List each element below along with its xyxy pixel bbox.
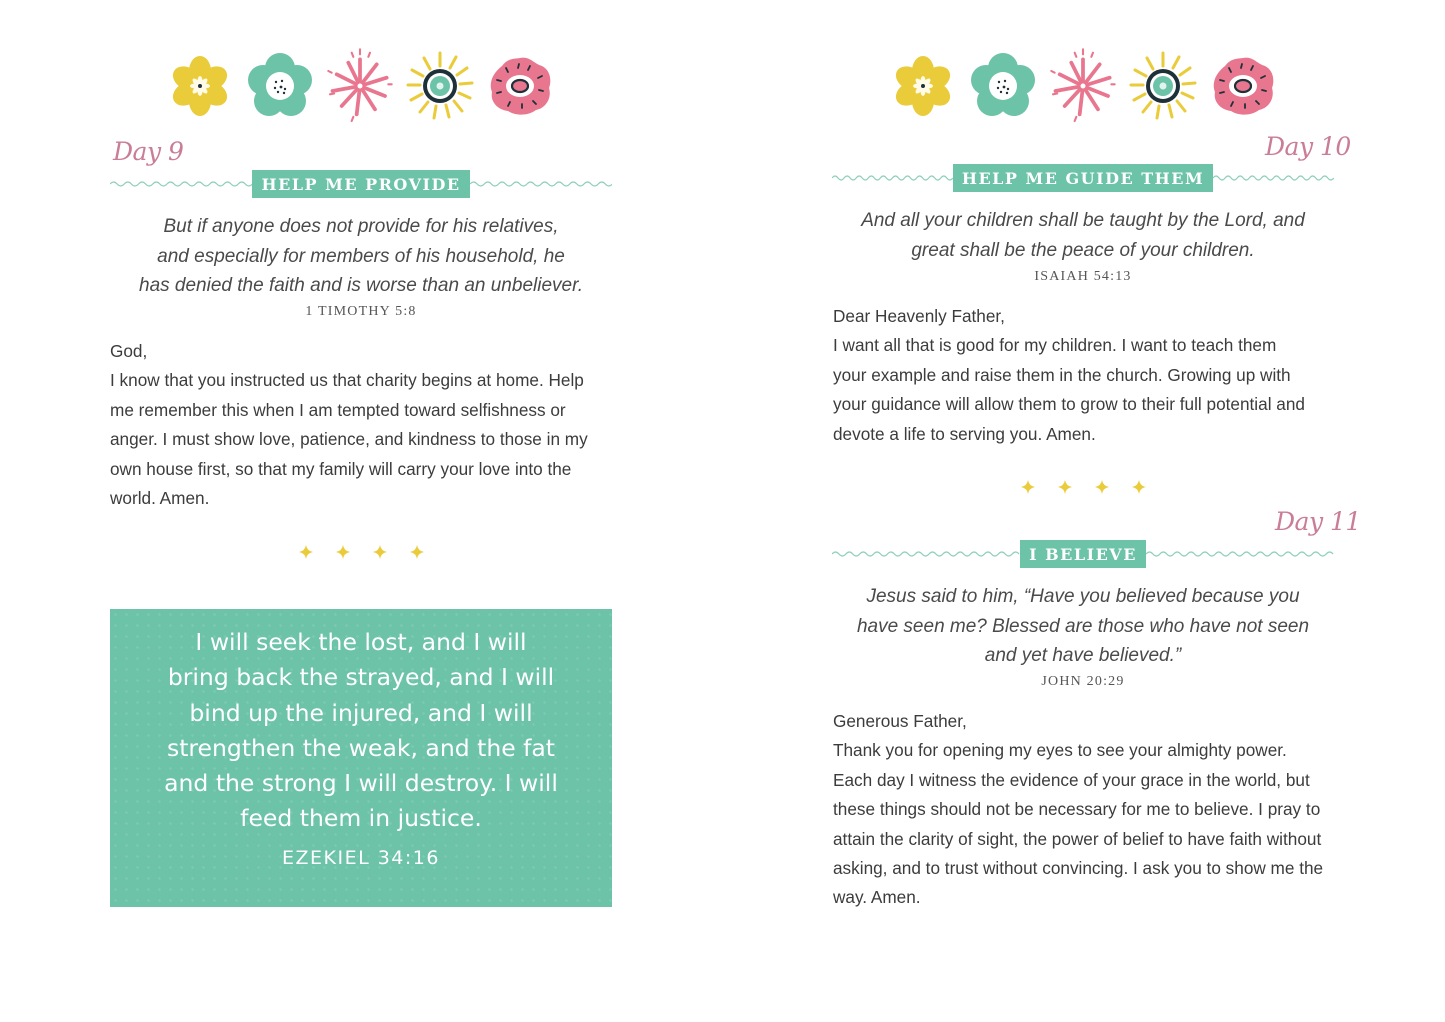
sparkle-icon: [373, 545, 387, 559]
quote-line: bind up the injured, and I will: [189, 698, 533, 727]
pink-starburst-icon: [1048, 38, 1118, 133]
sparkle-icon: [410, 545, 424, 559]
prayer-line: devote a life to serving you. Amen.: [833, 423, 1096, 444]
left-page: [0, 0, 722, 1022]
day-label: Day 11: [1275, 507, 1361, 536]
quote-reference: EZEKIEL 34:16: [282, 847, 440, 869]
verse-line: and yet have believed.”: [984, 645, 1182, 666]
day-label: Day 10: [1265, 132, 1351, 161]
section-header: [832, 162, 1334, 194]
scripture-reference: ISAIAH 54:13: [1034, 269, 1132, 284]
yellow-flower-icon: [165, 38, 235, 133]
scripture-quote-card: [110, 609, 612, 907]
prayer-line: anger. I must show love, patience, and kindness to those in my: [110, 429, 588, 450]
prayer-text: [833, 707, 1343, 913]
wavy-divider: [1146, 549, 1334, 559]
wavy-divider: [832, 549, 1020, 559]
sparkle-icon: [1058, 480, 1072, 494]
scripture-reference: JOHN 20:29: [1041, 674, 1125, 689]
section-header: [110, 168, 612, 200]
sparkle-icon: [1095, 480, 1109, 494]
prayer-line: own house first, so that my family will carry your love into the: [110, 458, 572, 479]
quote-line: feed them in justice.: [240, 804, 482, 833]
scripture-verse: [110, 212, 612, 301]
pink-round-flower-icon: [485, 38, 555, 133]
sparkle-icon: [1021, 480, 1035, 494]
day-label: Day 9: [113, 137, 184, 166]
prayer-line: world. Amen.: [110, 488, 210, 509]
prayer-line: attain the clarity of sight, the power of belief to have faith without: [833, 828, 1322, 849]
section-title: HELP ME PROVIDE: [252, 170, 469, 198]
sparkle-icon: [299, 545, 313, 559]
prayer-line: Thank you for opening my eyes to see your almighty power.: [833, 740, 1287, 761]
verse-line: great shall be the peace of your children.: [911, 239, 1255, 261]
sparkle-divider: [299, 545, 424, 559]
section-title: HELP ME GUIDE THEM: [953, 164, 1213, 192]
quote-line: bring back the strayed, and I will: [167, 663, 555, 692]
sparkle-icon: [1132, 480, 1146, 494]
verse-line: Jesus said to him, “Have you believed because you: [866, 586, 1300, 607]
prayer-text: [833, 302, 1335, 449]
yellow-sun-flower-icon: [405, 38, 475, 133]
pink-round-flower-icon: [1208, 38, 1278, 133]
prayer-line: I know that you instructed us that charity begins at home. Help: [110, 370, 584, 391]
yellow-sun-flower-icon: [1128, 38, 1198, 133]
prayer-line: God,: [110, 341, 148, 361]
yellow-flower-icon: [888, 38, 958, 133]
section-header: [832, 538, 1334, 570]
teal-flower-icon: [968, 38, 1038, 133]
wavy-divider: [110, 179, 252, 189]
prayer-line: I want all that is good for my children. I want to teach them: [833, 335, 1277, 356]
prayer-line: your example and raise them in the church. Growing up with: [833, 364, 1291, 385]
flower-decoration-row: [888, 38, 1278, 133]
quote-text: [110, 625, 612, 837]
wavy-divider: [832, 173, 953, 183]
verse-line: But if anyone does not provide for his relatives,: [163, 216, 559, 237]
scripture-verse: [832, 582, 1334, 671]
prayer-line: way. Amen.: [833, 887, 921, 908]
quote-line: I will seek the lost, and I will: [195, 628, 527, 656]
section-title: I BELIEVE: [1020, 540, 1146, 568]
quote-line: and the strong I will destroy. I will: [164, 769, 558, 798]
prayer-line: Dear Heavenly Father,: [833, 306, 1005, 326]
prayer-line: Each day I witness the evidence of your grace in the world, but: [833, 769, 1310, 790]
verse-line: have seen me? Blessed are those who have not seen: [856, 615, 1310, 637]
scripture-reference: 1 TIMOTHY 5:8: [305, 304, 417, 319]
quote-line: strengthen the weak, and the fat: [166, 733, 556, 762]
scripture-verse: [832, 206, 1334, 265]
prayer-line: your guidance will allow them to grow to their full potential and: [833, 394, 1305, 415]
sparkle-icon: [336, 545, 350, 559]
verse-line: has denied the faith and is worse than an unbeliever.: [139, 275, 583, 296]
prayer-line: these things should not be necessary for me to believe. I pray to: [833, 799, 1321, 820]
teal-flower-icon: [245, 38, 315, 133]
prayer-line: Generous Father,: [833, 711, 967, 731]
right-page: [722, 0, 1445, 1022]
prayer-text: [110, 337, 612, 513]
wavy-divider: [470, 179, 612, 189]
sparkle-divider: [1021, 480, 1146, 494]
flower-decoration-row: [165, 38, 555, 133]
verse-line: And all your children shall be taught by the Lord, and: [861, 210, 1305, 231]
verse-line: and especially for members of his household, he: [157, 245, 565, 267]
wavy-divider: [1213, 173, 1334, 183]
prayer-line: asking, and to trust without convincing. I ask you to show me the: [833, 858, 1324, 879]
prayer-line: me remember this when I am tempted toward selfishness or: [110, 399, 566, 420]
pink-starburst-icon: [325, 38, 395, 133]
